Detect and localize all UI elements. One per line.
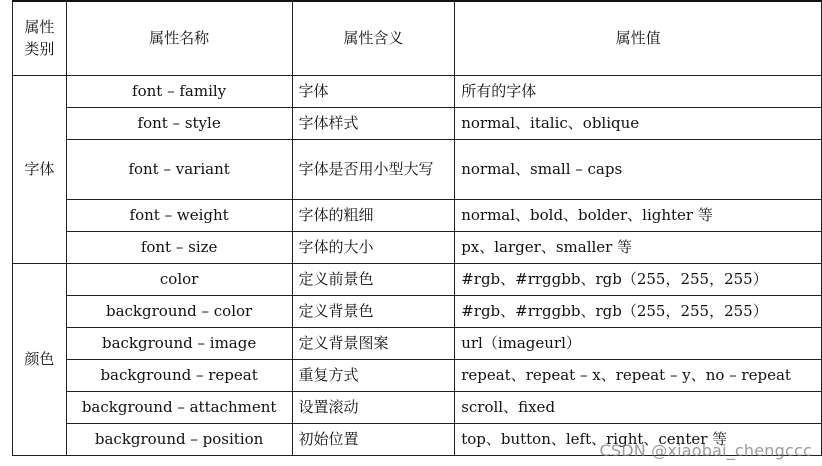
property-value-cell: 所有的字体 bbox=[455, 75, 822, 107]
property-value-cell: scroll、fixed bbox=[455, 391, 822, 423]
property-meaning-cell: 重复方式 bbox=[292, 359, 455, 391]
category-cell-color: 颜色 bbox=[13, 263, 67, 455]
property-meaning-cell: 字体样式 bbox=[292, 107, 455, 139]
property-name-cell: font – variant bbox=[66, 139, 292, 199]
property-name-cell: background – repeat bbox=[66, 359, 292, 391]
property-meaning-cell: 定义背景色 bbox=[292, 295, 455, 327]
table-row bbox=[13, 359, 822, 391]
table-row bbox=[13, 295, 822, 327]
property-meaning-cell: 设置滚动 bbox=[292, 391, 455, 423]
property-meaning-cell: 字体 bbox=[292, 75, 455, 107]
css-properties-table bbox=[12, 0, 822, 456]
table-row bbox=[13, 75, 822, 107]
table-row bbox=[13, 263, 822, 295]
table-row bbox=[13, 327, 822, 359]
header-meaning: 属性含义 bbox=[292, 1, 455, 75]
header-category: 属性类别 bbox=[13, 1, 67, 75]
property-name-cell: font – family bbox=[66, 75, 292, 107]
property-name-cell: background – color bbox=[66, 295, 292, 327]
property-value-cell: px、larger、smaller 等 bbox=[455, 231, 822, 263]
property-value-cell: repeat、repeat – x、repeat – y、no – repeat bbox=[455, 359, 822, 391]
property-value-cell: normal、italic、oblique bbox=[455, 107, 822, 139]
property-meaning-cell: 字体是否用小型大写 bbox=[292, 139, 455, 199]
css-properties-table-container bbox=[12, 0, 822, 456]
header-value: 属性值 bbox=[455, 1, 822, 75]
property-name-cell: background – attachment bbox=[66, 391, 292, 423]
property-value-cell: normal、small – caps bbox=[455, 139, 822, 199]
table-row bbox=[13, 391, 822, 423]
property-meaning-cell: 字体的大小 bbox=[292, 231, 455, 263]
property-name-cell: background – image bbox=[66, 327, 292, 359]
property-name-cell: font – style bbox=[66, 107, 292, 139]
property-value-cell: top、button、left、right、center 等 bbox=[455, 423, 822, 455]
property-meaning-cell: 定义前景色 bbox=[292, 263, 455, 295]
property-value-cell: #rgb、#rrggbb、rgb（255，255，255） bbox=[455, 295, 822, 327]
table-row bbox=[13, 231, 822, 263]
table-row bbox=[13, 139, 822, 199]
property-meaning-cell: 初始位置 bbox=[292, 423, 455, 455]
property-name-cell: font – size bbox=[66, 231, 292, 263]
property-name-cell: color bbox=[66, 263, 292, 295]
property-name-cell: font – weight bbox=[66, 199, 292, 231]
property-meaning-cell: 定义背景图案 bbox=[292, 327, 455, 359]
table-row bbox=[13, 199, 822, 231]
property-value-cell: url（imageurl） bbox=[455, 327, 822, 359]
csdn-watermark: CSDN @xiaobai_chengccc bbox=[599, 441, 812, 460]
header-row bbox=[13, 1, 822, 75]
property-name-cell: background – position bbox=[66, 423, 292, 455]
property-value-cell: normal、bold、bolder、lighter 等 bbox=[455, 199, 822, 231]
header-name: 属性名称 bbox=[66, 1, 292, 75]
property-value-cell: #rgb、#rrggbb、rgb（255，255，255） bbox=[455, 263, 822, 295]
property-meaning-cell: 字体的粗细 bbox=[292, 199, 455, 231]
table-row bbox=[13, 107, 822, 139]
category-cell-font: 字体 bbox=[13, 75, 67, 263]
